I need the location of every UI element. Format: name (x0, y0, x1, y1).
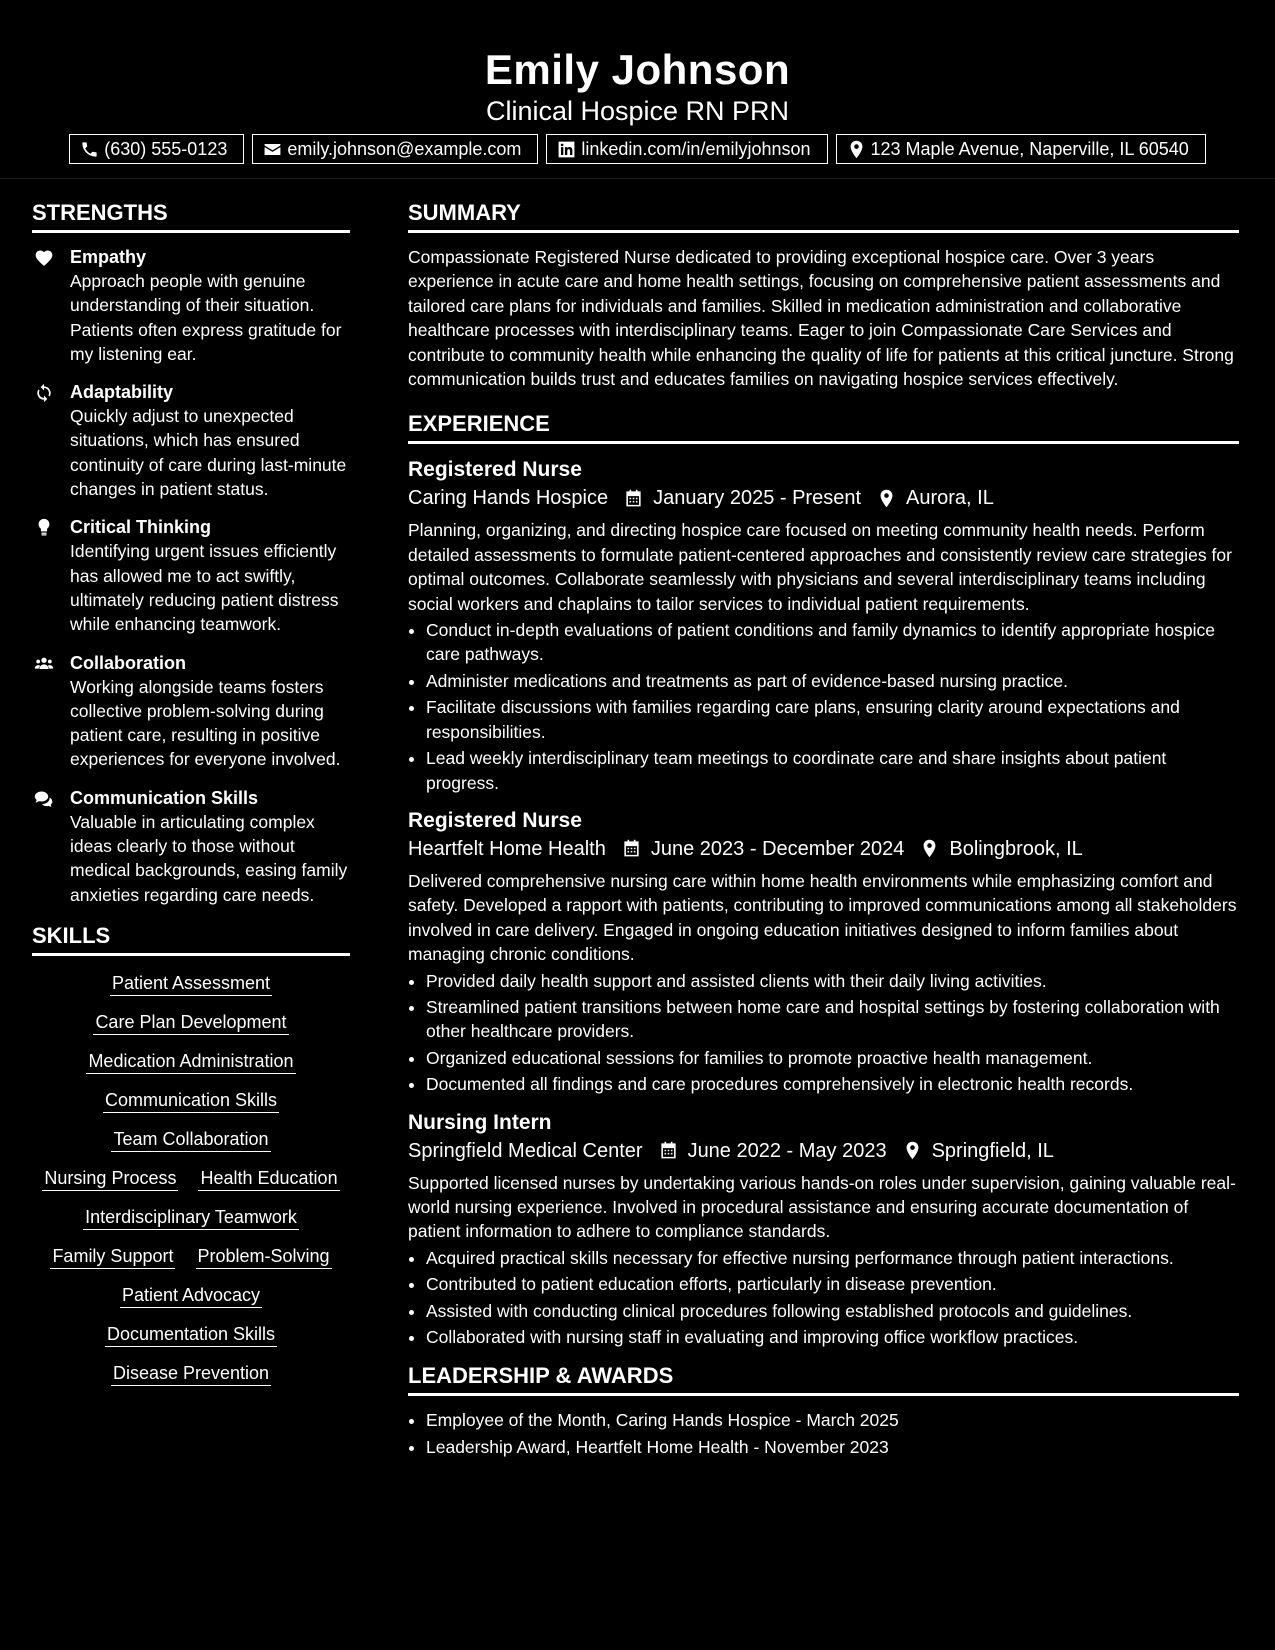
skill-tag: Health Education (198, 1168, 339, 1191)
job-bullet: • Acquired practical skills necessary for effective nursing performance through patient interactions. (426, 1246, 1239, 1270)
header-divider (0, 178, 1275, 179)
contact-linkedin-text: linkedin.com/in/emilyjohnson (581, 139, 811, 159)
skill-row (32, 970, 350, 996)
job-description: Supported licensed nurses by undertaking various hands-on roles under supervision, gaining valuable real-world nursing experience. Involved in procedural assistance and ensuring accurate documentation of patient information to adhere to compliance standards. (408, 1172, 1236, 1242)
strength-item (32, 380, 350, 501)
skill-tag: Family Support (50, 1246, 175, 1269)
experience-heading: EXPERIENCE (408, 409, 1239, 444)
strength-title: Communication Skills (70, 787, 259, 808)
job-location: Bolingbrook, IL (949, 837, 1083, 860)
skills-heading: SKILLS (32, 921, 350, 956)
resume-header (0, 0, 1275, 164)
job-location: Springfield, IL (931, 1139, 1054, 1162)
job-bullet: • Contributed to patient education efforts, particularly in disease prevention. (426, 1272, 1239, 1296)
strength-title: Collaboration (70, 652, 186, 673)
job-bullet: • Streamlined patient transitions between home care and hospital settings by fostering collaboration with other healthcare providers. (426, 995, 1239, 1044)
contact-email-text: emily.johnson@example.com (287, 139, 522, 159)
skill-row (32, 1009, 350, 1035)
skill-tag: Team Collaboration (111, 1129, 270, 1152)
comments-icon (32, 789, 70, 809)
skill-tag: Problem-Solving (196, 1246, 332, 1269)
skill-tag: Communication Skills (103, 1090, 279, 1113)
job-entry (408, 456, 1239, 794)
awards-list (408, 1408, 1239, 1459)
strength-item (32, 651, 350, 772)
strength-desc: Valuable in articulating complex ideas clearly to those without medical backgrounds, easing family anxieties regarding care needs. (70, 811, 348, 905)
map-marker-icon (847, 140, 866, 159)
skill-tag: Disease Prevention (111, 1363, 271, 1386)
calendar-icon (606, 839, 651, 858)
strength-desc: Quickly adjust to unexpected situations, which has ensured continuity of care during last-minute changes in patient status. (70, 406, 347, 500)
envelope-icon (263, 140, 282, 159)
skill-row (32, 1126, 350, 1152)
right-column (408, 198, 1239, 1461)
job-dates: January 2025 - Present (653, 487, 862, 510)
contact-address-text: 123 Maple Avenue, Naperville, IL 60540 (870, 139, 1189, 159)
skill-row (32, 1204, 350, 1230)
skill-tag: Medication Administration (86, 1051, 295, 1074)
job-bullets (408, 1246, 1239, 1350)
calendar-icon (643, 1141, 688, 1160)
skill-tag: Nursing Process (42, 1168, 178, 1191)
strength-desc: Identifying urgent issues efficiently has allowed me to act swiftly, ultimately reducing patient distress while enhancing teamwork. (70, 541, 339, 635)
job-dates: June 2023 - December 2024 (650, 837, 905, 860)
map-marker-icon (887, 1141, 932, 1160)
job-title: Nursing Intern (408, 1110, 552, 1134)
skill-tag: Patient Assessment (110, 973, 272, 996)
strength-item (32, 515, 350, 636)
job-bullet: • Conduct in-depth evaluations of patient conditions and family dynamics to identify appropriate hospice care pathways. (426, 618, 1239, 667)
award-item: • Employee of the Month, Caring Hands Hospice - March 2025 (426, 1408, 1239, 1432)
awards-section (408, 1361, 1239, 1459)
strength-title: Empathy (70, 247, 147, 267)
map-marker-icon (861, 489, 906, 508)
job-company: Heartfelt Home Health (408, 837, 606, 860)
job-bullet: • Facilitate discussions with families regarding care plans, ensuring clarity around expectations and responsibilities. (426, 695, 1239, 744)
contact-address[interactable] (836, 134, 1206, 164)
strengths-heading: STRENGTHS (32, 198, 350, 233)
job-company: Caring Hands Hospice (408, 487, 609, 510)
job-dates: June 2022 - May 2023 (687, 1139, 887, 1162)
contact-phone-text: (630) 555-0123 (104, 139, 228, 159)
award-item: • Leadership Award, Heartfelt Home Health - November 2023 (426, 1435, 1239, 1459)
job-title: Registered Nurse (408, 458, 582, 482)
contact-bar (0, 134, 1275, 164)
heart-icon (32, 248, 70, 268)
map-marker-icon (904, 839, 949, 858)
job-meta (408, 484, 1239, 512)
job-entry (408, 807, 1239, 1097)
job-company: Springfield Medical Center (408, 1139, 643, 1162)
strength-item (32, 786, 350, 907)
job-title: Registered Nurse (408, 808, 582, 832)
job-bullet: • Organized educational sessions for families to promote proactive health management. (426, 1046, 1239, 1070)
summary-heading: SUMMARY (408, 198, 1239, 233)
summary-text: Compassionate Registered Nurse dedicated to providing exceptional hospice care. Over 3 years experience in acute care and home health settings, focusing on comprehensive patient assessments and tailored care plans for individuals and families. Skilled in medication administration and collaborative healthcare processes with interdisciplinary teams. Eager to join Compassionate Care Services and contribute to community health while enhancing the quality of life for patients at this critical juncture. Strong communication builds trust and educates families on navigating hospice services effectively. (408, 247, 1234, 390)
skill-tag: Patient Advocacy (120, 1285, 262, 1308)
strength-title: Critical Thinking (70, 517, 212, 538)
job-bullet: • Administer medications and treatments as part of evidence-based nursing practice. (426, 669, 1239, 693)
strength-desc: Approach people with genuine understanding of their situation. Patients often express gratitude for my listening ear. (70, 271, 342, 364)
candidate-name: Emily Johnson (484, 46, 791, 93)
strength-desc: Working alongside teams fosters collective problem-solving during patient care, resulting in positive experiences for everyone involved. (70, 676, 341, 770)
job-description: Delivered comprehensive nursing care within home health environments while emphasizing comfort and safety. Developed a rapport with patients, contributing to improved communications among all stakeholders involved in care delivery. Engaged in ongoing education initiatives designed to inform families about managing chronic conditions. (408, 870, 1237, 965)
job-location: Aurora, IL (906, 487, 994, 510)
skill-tag: Interdisciplinary Teamwork (83, 1207, 299, 1230)
sync-icon (32, 383, 70, 403)
skill-tag: Documentation Skills (105, 1324, 277, 1347)
calendar-icon (608, 489, 653, 508)
strength-title: Adaptability (70, 382, 174, 403)
skill-row (32, 1282, 350, 1308)
job-description: Planning, organizing, and directing hospice care focused on meeting community health needs. Perform detailed assessments to formulate patient-centered approaches and consistently review care strategies for optimal outcomes. Collaborate seamlessly with physicians and several interdisciplinary teams including social workers and chaplains to tailor services to individual patient requirements. (408, 520, 1232, 614)
job-bullets (408, 969, 1239, 1097)
skill-row (32, 1048, 350, 1074)
job-bullet: • Provided daily health support and assisted clients with their daily living activities. (426, 969, 1239, 993)
skill-row (32, 1165, 350, 1191)
contact-linkedin[interactable] (546, 134, 827, 164)
skill-row (32, 1360, 350, 1386)
job-meta (408, 835, 1239, 863)
job-bullet: • Assisted with conducting clinical procedures following established protocols and guidelines. (426, 1299, 1239, 1323)
job-bullet: • Lead weekly interdisciplinary team meetings to coordinate care and share insights about patient progress. (426, 746, 1239, 795)
skills-list (32, 968, 350, 1386)
linkedin-icon (557, 140, 576, 159)
skill-row (32, 1321, 350, 1347)
skill-row (32, 1243, 350, 1269)
phone-icon (80, 140, 99, 159)
job-bullets (408, 618, 1239, 795)
skills-section (32, 921, 350, 1386)
skill-row (32, 1087, 350, 1113)
contact-phone[interactable] (69, 134, 244, 164)
left-column (32, 198, 350, 1386)
contact-email[interactable] (252, 134, 538, 164)
job-bullet: • Documented all findings and care procedures comprehensively in electronic health records. (426, 1072, 1239, 1096)
job-meta (408, 1137, 1239, 1165)
candidate-title: Clinical Hospice RN PRN (485, 96, 790, 126)
strength-item (32, 245, 350, 366)
job-bullet: • Collaborated with nursing staff in evaluating and improving office workflow practices. (426, 1325, 1239, 1349)
job-entry (408, 1109, 1239, 1350)
skill-tag: Care Plan Development (93, 1012, 288, 1035)
awards-heading: LEADERSHIP & AWARDS (408, 1361, 1239, 1396)
lightbulb-icon (32, 518, 70, 538)
users-icon (32, 654, 70, 674)
